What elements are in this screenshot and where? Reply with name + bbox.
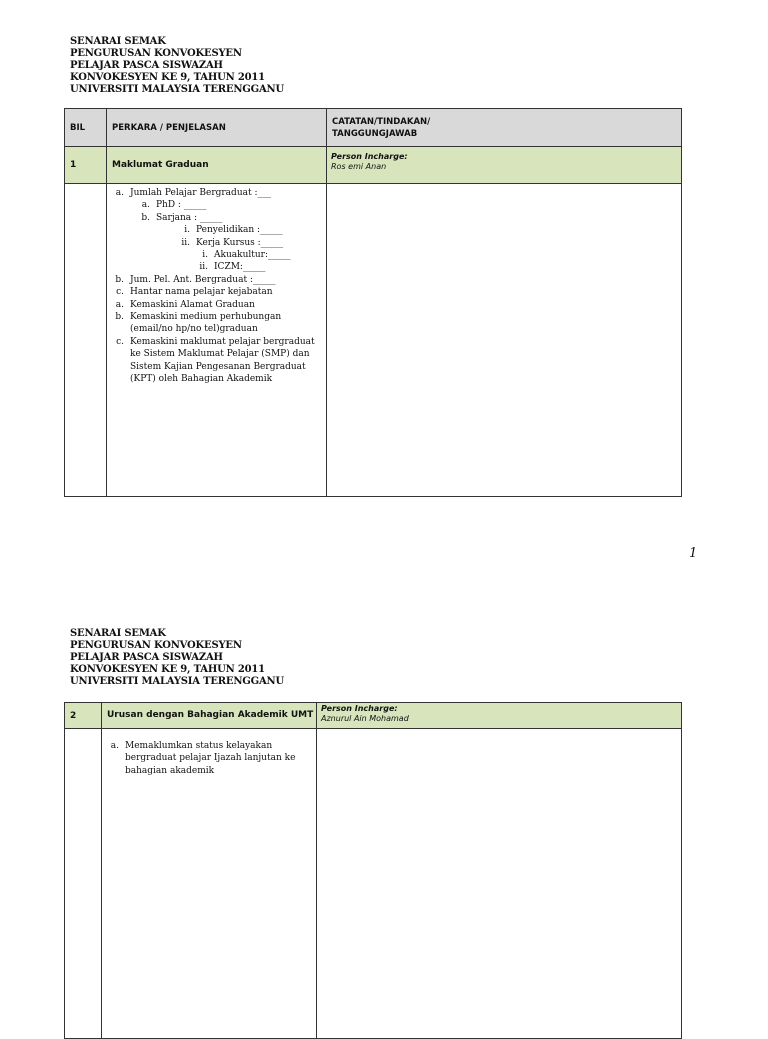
items-cell <box>102 729 317 1039</box>
list-text: Kemaskini maklumat pelajar bergraduat ke Sistem Maklumat Pelajar (SMP) dan Sistem Kajian Pengesanan Bergraduat (KPT) oleh Bahagian Akademik <box>130 336 315 385</box>
checklist-table-1 <box>64 108 682 497</box>
list-item <box>110 249 323 261</box>
document-heading-2 <box>70 628 284 688</box>
header-catatan-line2: TANGGUNGJAWAB <box>332 129 418 139</box>
list-marker: b. <box>115 274 124 285</box>
checklist-table-2 <box>64 702 682 1039</box>
heading-line: KONVOKESYEN KE 9, TAHUN 2011 <box>70 664 265 675</box>
list-item <box>110 261 323 273</box>
person-incharge <box>327 147 682 184</box>
heading-line: KONVOKESYEN KE 9, TAHUN 2011 <box>70 72 265 83</box>
section-body-1 <box>65 184 682 497</box>
list-marker: a. <box>141 200 150 211</box>
list-text: Hantar nama pelajar kejabatan <box>130 287 273 298</box>
list-text: Sarjana : _____ <box>156 212 223 223</box>
list-marker: b. <box>141 212 150 223</box>
list-item <box>110 224 323 236</box>
item-list <box>107 184 326 386</box>
empty-cell <box>65 184 107 497</box>
empty-cell <box>65 729 102 1039</box>
list-text: PhD : _____ <box>156 200 207 211</box>
list-marker: ii. <box>181 237 190 248</box>
list-marker: c. <box>116 287 124 298</box>
list-item <box>110 336 323 386</box>
list-marker: b. <box>115 312 124 323</box>
list-item <box>105 740 313 777</box>
list-marker: a. <box>115 188 124 198</box>
heading-line: UNIVERSITI MALAYSIA TERENGGANU <box>70 676 284 687</box>
list-marker: a. <box>115 299 124 310</box>
list-text: Akuakultur:_____ <box>214 250 291 261</box>
list-marker: ii. <box>199 262 208 273</box>
heading-line: PENGURUSAN KONVOKESYEN <box>70 640 242 651</box>
section-number: 1 <box>65 147 107 184</box>
notes-cell <box>327 184 682 497</box>
heading-line: PENGURUSAN KONVOKESYEN <box>70 48 242 59</box>
list-marker: i. <box>184 225 190 236</box>
list-item <box>110 311 323 336</box>
list-item <box>110 187 323 199</box>
section-row-1 <box>65 147 682 184</box>
list-marker: i. <box>202 250 208 261</box>
section-title: Urusan dengan Bahagian Akademik UMT <box>102 703 317 729</box>
section-row-2 <box>65 703 682 729</box>
list-text: Memaklumkan status kelayakan bergraduat pelajar Ijazah lanjutan ke bahagian akademik <box>125 741 296 776</box>
section-title: Maklumat Graduan <box>107 147 327 184</box>
list-item <box>110 286 323 298</box>
header-perkara: PERKARA / PENJELASAN <box>107 109 327 147</box>
heading-line: SENARAI SEMAK <box>70 36 166 47</box>
document-heading <box>70 36 284 96</box>
person-incharge-name: Ros emi Anan <box>331 162 387 171</box>
person-incharge-name: Aznurul Ain Mohamad <box>321 714 409 723</box>
header-catatan <box>327 109 682 147</box>
list-marker: a. <box>110 741 119 751</box>
heading-line: PELAJAR PASCA SISWAZAH <box>70 60 223 71</box>
list-text: Kemaskini Alamat Graduan <box>130 299 255 310</box>
heading-line: UNIVERSITI MALAYSIA TERENGGANU <box>70 84 284 95</box>
list-marker: c. <box>116 336 124 347</box>
list-text: Jum. Pel. Ant. Bergraduat :_____ <box>130 274 276 285</box>
header-bil: BIL <box>65 109 107 147</box>
list-text: Kemaskini medium perhubungan (email/no hp/no tel)graduan <box>130 312 282 335</box>
heading-line: SENARAI SEMAK <box>70 628 166 639</box>
item-list <box>102 729 316 777</box>
page-number: 1 <box>689 546 698 561</box>
person-incharge-label: Person Incharge: <box>321 704 398 713</box>
list-text: ICZM:_____ <box>214 262 266 273</box>
list-item <box>110 237 323 249</box>
list-item <box>110 212 323 224</box>
notes-cell <box>317 729 682 1039</box>
list-text: Penyelidikan :_____ <box>196 225 283 236</box>
items-cell <box>107 184 327 497</box>
list-item <box>110 199 323 211</box>
list-item <box>110 274 323 286</box>
person-incharge-label: Person Incharge: <box>331 152 408 161</box>
section-body-2 <box>65 729 682 1039</box>
header-catatan-line1: CATATAN/TINDAKAN/ <box>332 117 431 127</box>
list-text: Jumlah Pelajar Bergraduat :___ <box>130 188 271 198</box>
list-text: Kerja Kursus :_____ <box>196 237 284 248</box>
heading-line: PELAJAR PASCA SISWAZAH <box>70 652 223 663</box>
table-header-row <box>65 109 682 147</box>
section-number: 2 <box>65 703 102 729</box>
person-incharge <box>317 703 682 729</box>
list-item <box>110 299 323 311</box>
